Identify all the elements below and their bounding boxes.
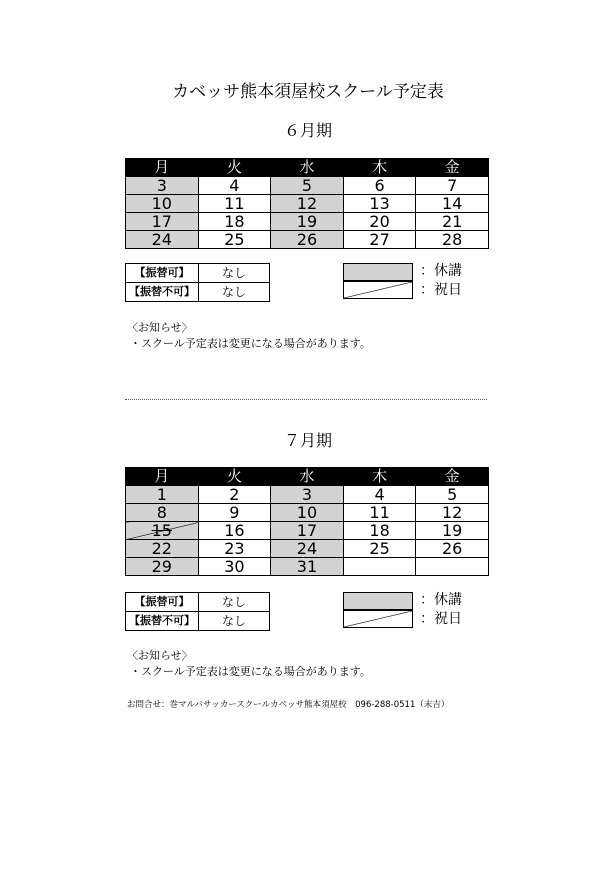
date-cell: 25 [343,540,416,558]
date-cell [416,558,489,576]
date-cell: 1 [126,486,199,504]
date-cell: 18 [198,213,271,231]
legend-holiday-label: ：祝日 [420,282,462,298]
date-cell: 7 [416,177,489,195]
table-row [126,213,489,231]
date-cell: 24 [271,540,344,558]
date-cell: 3 [271,486,344,504]
date-cell: 4 [198,177,271,195]
date-cell: 12 [416,504,489,522]
holiday-date-text: 15 [151,521,172,540]
weekday-wed: 水 [271,159,344,177]
weekday-wed: 水 [271,468,344,486]
date-cell: 28 [416,231,489,249]
table-row [126,177,489,195]
date-cell: 6 [343,177,416,195]
date-cell: 27 [343,231,416,249]
date-cell: 24 [126,231,199,249]
date-cell: 3 [126,177,199,195]
july-transfer-table [125,592,270,631]
table-row [126,283,270,302]
date-cell: 10 [126,195,199,213]
date-cell: 4 [343,486,416,504]
date-cell: 26 [271,231,344,249]
date-cell: 30 [198,558,271,576]
date-cell: 8 [126,504,199,522]
legend-closed-label: ：休講 [420,592,462,608]
transfer-ok-label: 【振替可】 [126,593,199,612]
legend-holiday-swatch [343,281,413,299]
table-row [126,540,489,558]
date-cell: 13 [343,195,416,213]
date-cell: 21 [416,213,489,231]
date-cell: 5 [416,486,489,504]
june-transfer-table [125,263,270,302]
date-cell: 14 [416,195,489,213]
legend-closed-swatch [343,263,413,281]
date-cell [343,558,416,576]
weekday-tue: 火 [198,468,271,486]
transfer-ng-value: なし [199,283,270,302]
legend-holiday-swatch [343,610,413,628]
date-cell: 10 [271,504,344,522]
date-cell: 5 [271,177,344,195]
date-cell: 12 [271,195,344,213]
transfer-ok-label: 【振替可】 [126,264,199,283]
date-cell: 31 [271,558,344,576]
weekday-mon: 月 [126,159,199,177]
section-divider [125,399,487,400]
date-cell: 2 [198,486,271,504]
weekday-fri: 金 [416,468,489,486]
date-cell: 16 [198,522,271,540]
transfer-ng-value: なし [199,612,270,631]
date-cell: 18 [343,522,416,540]
notice-heading: 〈お知らせ〉 [127,649,193,662]
legend-closed-swatch [343,592,413,610]
transfer-ng-label: 【振替不可】 [126,283,199,302]
notice-heading: 〈お知らせ〉 [127,321,193,334]
date-cell: 25 [198,231,271,249]
weekday-tue: 火 [198,159,271,177]
notice-item: ・スクール予定表は変更になる場合があります。 [130,665,371,678]
date-cell: 17 [126,213,199,231]
notice-item: ・スクール予定表は変更になる場合があります。 [130,337,371,350]
table-row [126,522,489,540]
june-title: ６月期 [283,121,332,140]
date-cell: 11 [198,195,271,213]
date-cell: 19 [416,522,489,540]
table-row [126,231,489,249]
page-title: カベッサ熊本須屋校スクール予定表 [172,82,444,102]
table-row [126,593,270,612]
weekday-fri: 金 [416,159,489,177]
date-cell: 29 [126,558,199,576]
july-title: ７月期 [283,431,332,450]
table-row [126,504,489,522]
legend-holiday-label: ：祝日 [420,611,462,627]
june-calendar [125,158,489,249]
transfer-ng-label: 【振替不可】 [126,612,199,631]
date-cell: 9 [198,504,271,522]
july-calendar [125,467,489,576]
transfer-ok-value: なし [199,593,270,612]
transfer-ok-value: なし [199,264,270,283]
weekday-mon: 月 [126,468,199,486]
holiday-date-cell [126,522,199,540]
table-row [126,558,489,576]
legend-closed-label: ：休講 [420,263,462,279]
table-row [126,264,270,283]
contact-footer: お問合せ：巻マルバサッカースクールカベッサ熊本須屋校 096-288-0511（末吉） [127,700,450,710]
date-cell: 22 [126,540,199,558]
weekday-header-row [126,159,489,177]
date-cell: 19 [271,213,344,231]
table-row [126,612,270,631]
date-cell: 17 [271,522,344,540]
table-row [126,195,489,213]
date-cell: 26 [416,540,489,558]
date-cell: 23 [198,540,271,558]
table-row [126,486,489,504]
weekday-thu: 木 [343,468,416,486]
weekday-thu: 木 [343,159,416,177]
date-cell: 20 [343,213,416,231]
weekday-header-row [126,468,489,486]
date-cell: 11 [343,504,416,522]
